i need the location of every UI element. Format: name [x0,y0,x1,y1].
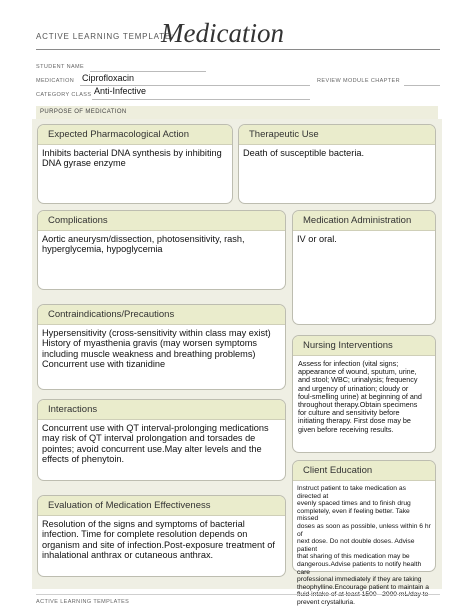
evaluation-text[interactable] [38,516,285,564]
text-line: doses as soon as possible, unless within 6 hr of [297,522,431,538]
text-line: throughout therapy.Obtain specimens [298,400,418,410]
interactions-title: Interactions [38,400,285,420]
text-line: including muscle weakness and breathing problems) [42,348,256,359]
complications-box[interactable] [37,210,286,290]
text-line: prevent crystalluria. [297,598,355,606]
text-line: next dose. Do not double doses. Advise patient [297,538,415,553]
text-line: inhalational anthrax or cutaneous anthrax. [42,550,214,561]
text-line: may risk of QT interval prolongation and torsades de [42,433,256,444]
text-line: Assess for infection (vital signs; [298,359,399,368]
review-module-line [404,85,440,86]
text-line: Resolution of the signs and symptoms of bacterial [42,519,245,529]
nursing-interventions-box[interactable] [292,335,436,453]
text-line: evenly spaced times and to finish drug [297,500,411,508]
text-line: fluid intake of at least 1500– 2000 mL/day to [297,591,429,599]
footer-rule [36,594,440,595]
category-class-line [92,99,310,100]
header-rule [36,49,440,50]
text-line: that sharing of this medication may be [297,553,410,561]
therapeutic-use-box[interactable] [238,124,436,204]
administration-box[interactable] [292,210,436,325]
nursing-interventions-text[interactable] [293,356,435,438]
administration-title: Medication Administration [293,211,435,231]
category-class-label: CATEGORY CLASS [36,92,92,98]
contraindications-text[interactable] [38,325,285,373]
text-line: theophylline.Encourage patient to maintain a [297,583,429,591]
therapeutic-use-title: Therapeutic Use [239,125,435,145]
text-line: initiating therapy. First dose may be [298,416,411,426]
text-line: dangerous.Advise patients to notify health care [297,560,422,576]
text-line: hyperglycemia, hypoglycemia [42,244,163,255]
expected-action-box[interactable] [37,124,233,204]
review-module-label: REVIEW MODULE CHAPTER [317,78,400,84]
nursing-interventions-title: Nursing Interventions [293,336,435,356]
text-line: and urgency of urination; cloudy or [298,383,409,393]
complications-text[interactable] [38,231,285,258]
text-line: Aortic aneurysm/dissection, photosensitivity, rash, [42,234,245,244]
evaluation-box[interactable] [37,495,286,577]
text-line: foul-smelling urine) at beginning of and [298,391,422,401]
contraindications-title: Contraindications/Precautions [38,305,285,325]
client-education-text[interactable] [293,481,435,611]
category-class-field[interactable]: Anti-Infective [94,86,147,96]
text-line: effects of phenytoin. [42,454,125,465]
text-line: organism and site of infection.Post-exposure treatment of [42,539,275,550]
text-line: Hypersensitivity (cross-sensitivity within class may exist) [42,328,271,338]
text-line: History of myasthenia gravis (may worsen symptoms [42,338,257,349]
header-label: ACTIVE LEARNING TEMPLATE: [36,32,174,41]
text-line: given before receiving results. [298,424,394,434]
text-line: for culture and sensitivity before [298,408,400,418]
evaluation-title: Evaluation of Medication Effectiveness [38,496,285,516]
student-name-label: STUDENT NAME [36,64,85,70]
text-line: IV or oral. [297,234,337,244]
text-line: Concurrent use with QT interval-prolonging medications [42,423,269,433]
client-education-box[interactable] [292,460,436,606]
text-line: pointes; avoid concurrent use.May alter levels and the [42,443,262,454]
text-line: Concurrent use with tizanidine [42,359,166,370]
text-line: infection. Time for complete resolution depends on [42,529,248,540]
administration-text[interactable] [293,231,435,247]
expected-action-text[interactable] [38,145,232,172]
medication-field[interactable]: Ciprofloxacin [82,73,135,83]
text-line: professional immediately if they are taking [297,576,422,584]
footer-label: ACTIVE LEARNING TEMPLATES [36,599,130,605]
contraindications-box[interactable] [37,304,286,390]
text-line: appearance of wound, sputum, urine, [298,367,417,377]
purpose-label: PURPOSE OF MEDICATION [40,109,127,115]
text-line: DNA gyrase enzyme [42,158,126,169]
interactions-box[interactable] [37,399,286,481]
expected-action-title: Expected Pharmacological Action [38,125,232,145]
interactions-text[interactable] [38,420,285,468]
medication-label: MEDICATION [36,78,75,84]
client-education-title: Client Education [293,461,435,481]
complications-title: Complications [38,211,285,231]
text-line: Inhibits bacterial DNA synthesis by inhibiting [42,148,222,158]
text-line: Death of susceptible bacteria. [243,148,365,158]
page-title: Medication [161,18,284,48]
text-line: and stool; WBC; urinalysis; frequency [298,375,418,385]
student-name-line [90,71,206,72]
text-line: completely, even if feeling better. Take missed [297,507,410,523]
text-line: Instruct patient to take medication as directed at [297,485,406,500]
therapeutic-use-text[interactable] [239,145,435,161]
